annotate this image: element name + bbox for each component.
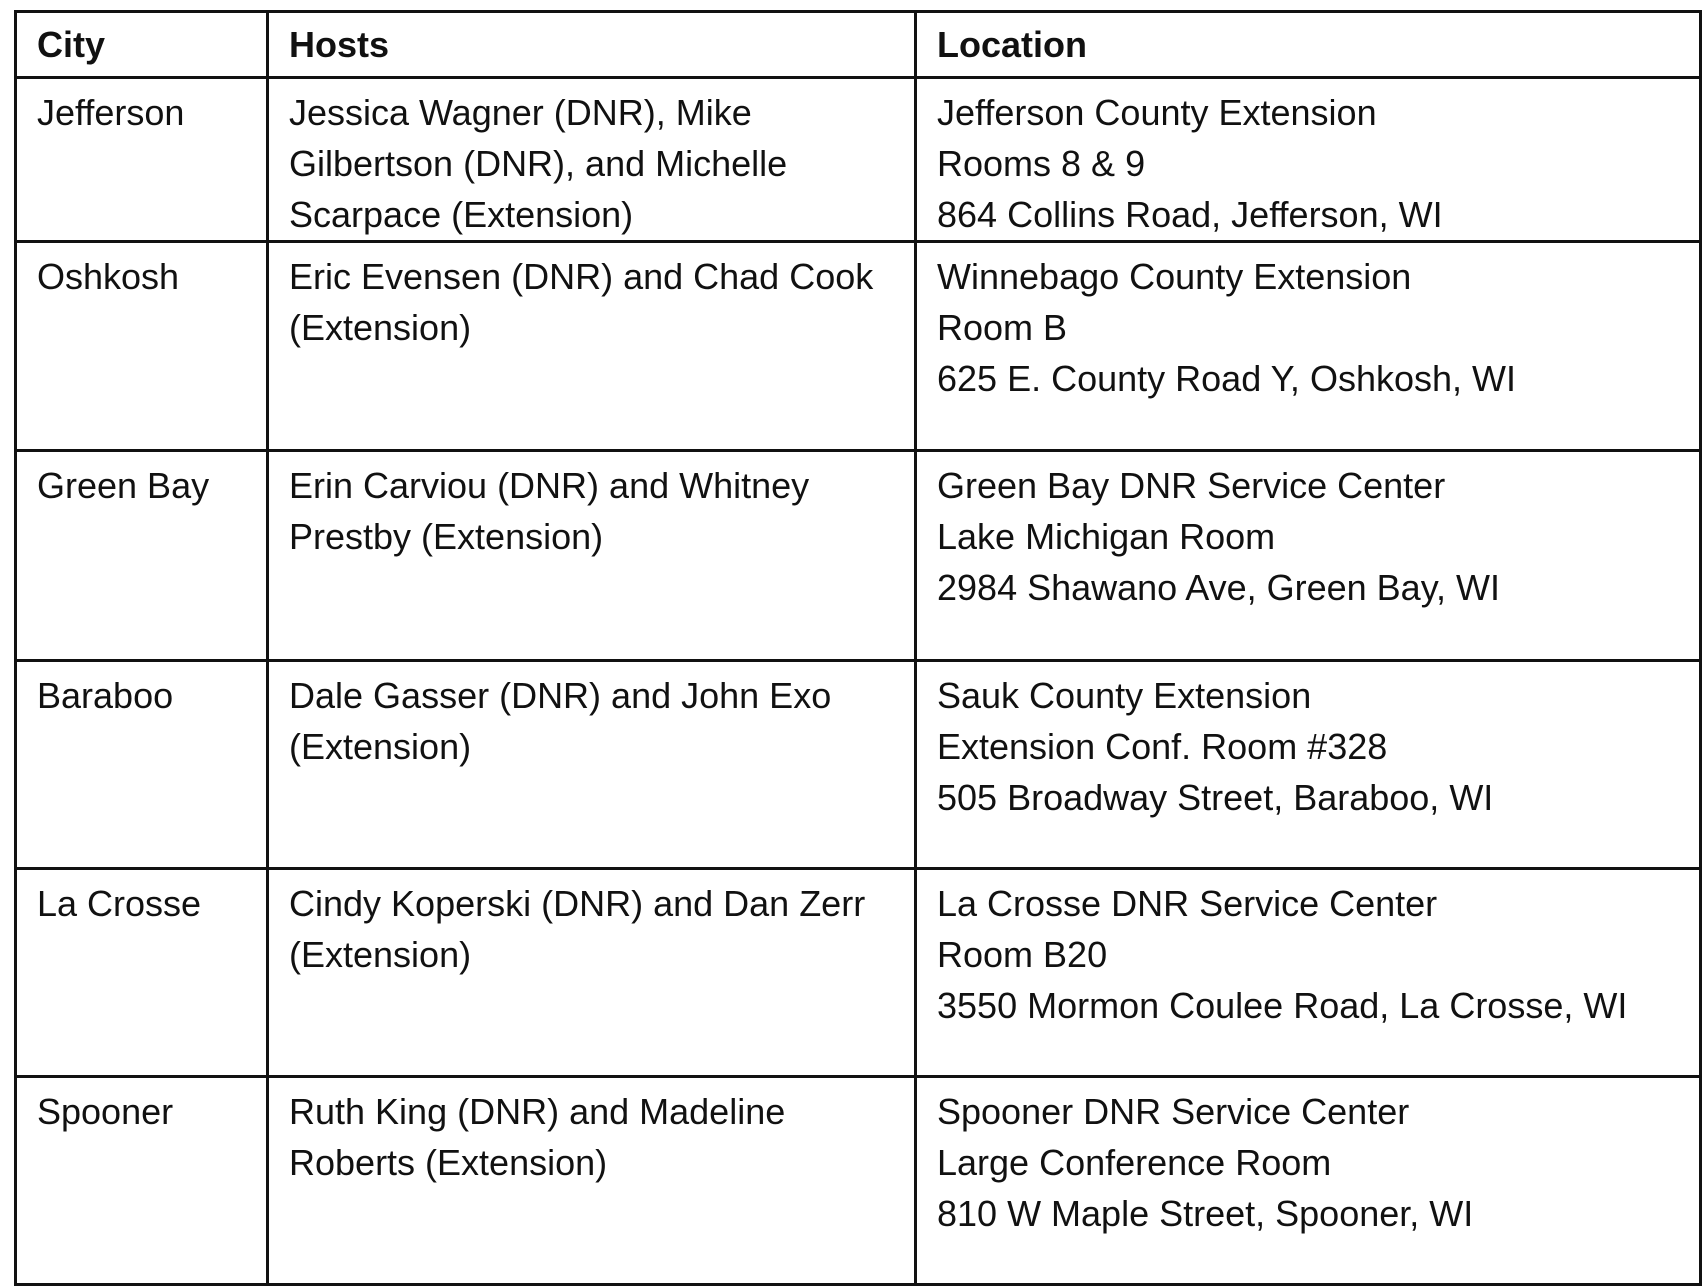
hosts-cell xyxy=(268,869,916,1077)
hosts-cell xyxy=(268,451,916,661)
hosts-text: Cindy Koperski (DNR) and Dan Zerr (Extension) xyxy=(289,883,866,975)
location-address: 505 Broadway Street, Baraboo, WI xyxy=(937,777,1494,818)
location-room: Extension Conf. Room #328 xyxy=(937,726,1388,767)
location-venue: Winnebago County Extension xyxy=(937,256,1412,297)
table-header-row xyxy=(16,12,1701,78)
city-cell: Green Bay xyxy=(16,451,268,661)
column-header-hosts: Hosts xyxy=(268,12,916,78)
location-address: 864 Collins Road, Jefferson, WI xyxy=(937,194,1443,235)
location-venue: Jefferson County Extension xyxy=(937,92,1377,133)
city-cell: La Crosse xyxy=(16,869,268,1077)
hosts-cell xyxy=(268,78,916,242)
hosts-cell xyxy=(268,242,916,451)
city-cell: Spooner xyxy=(16,1077,268,1285)
table-row xyxy=(16,661,1701,869)
location-venue: Spooner DNR Service Center xyxy=(937,1091,1410,1132)
table-row xyxy=(16,869,1701,1077)
hosts-text: Dale Gasser (DNR) and John Exo (Extension) xyxy=(289,675,832,767)
table-row xyxy=(16,1077,1701,1285)
location-room: Rooms 8 & 9 xyxy=(937,143,1146,184)
location-venue: Sauk County Extension xyxy=(937,675,1312,716)
location-address: 810 W Maple Street, Spooner, WI xyxy=(937,1193,1474,1234)
hosts-text: Eric Evensen (DNR) and Chad Cook (Extension) xyxy=(289,256,874,348)
hosts-text: Erin Carviou (DNR) and Whitney Prestby (Extension) xyxy=(289,465,810,557)
hosts-text: Ruth King (DNR) and Madeline Roberts (Extension) xyxy=(289,1091,786,1183)
location-venue: La Crosse DNR Service Center xyxy=(937,883,1438,924)
location-cell xyxy=(916,451,1701,661)
location-room: Room B xyxy=(937,307,1068,348)
location-room: Lake Michigan Room xyxy=(937,516,1276,557)
location-venue: Green Bay DNR Service Center xyxy=(937,465,1446,506)
column-header-location: Location xyxy=(916,12,1701,78)
hosts-text: Jessica Wagner (DNR), Mike Gilbertson (DNR), and Michelle Scarpace (Extension) xyxy=(289,92,788,235)
city-cell: Jefferson xyxy=(16,78,268,242)
location-cell xyxy=(916,869,1701,1077)
table-row xyxy=(16,451,1701,661)
hosts-cell xyxy=(268,661,916,869)
location-cell xyxy=(916,1077,1701,1285)
city-cell: Baraboo xyxy=(16,661,268,869)
hosts-locations-table xyxy=(14,10,1702,1286)
hosts-cell xyxy=(268,1077,916,1285)
city-cell: Oshkosh xyxy=(16,242,268,451)
location-room: Room B20 xyxy=(937,934,1108,975)
column-header-city: City xyxy=(16,12,268,78)
location-address: 3550 Mormon Coulee Road, La Crosse, WI xyxy=(937,985,1628,1026)
location-cell xyxy=(916,242,1701,451)
location-room: Large Conference Room xyxy=(937,1142,1332,1183)
location-address: 2984 Shawano Ave, Green Bay, WI xyxy=(937,567,1501,608)
location-cell xyxy=(916,78,1701,242)
location-cell xyxy=(916,661,1701,869)
location-address: 625 E. County Road Y, Oshkosh, WI xyxy=(937,358,1516,399)
table-row xyxy=(16,78,1701,242)
table-row xyxy=(16,242,1701,451)
